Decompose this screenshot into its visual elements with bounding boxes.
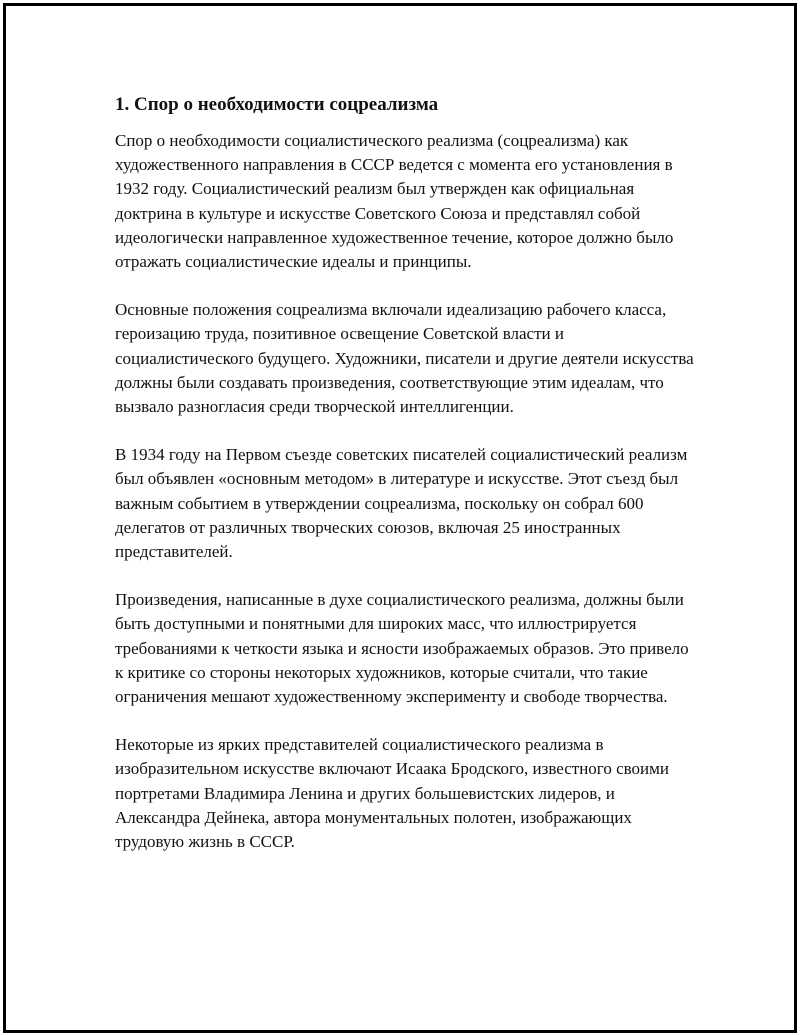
paragraph-5: Некоторые из ярких представителей социалистического реализма в изобразительном искусстве включают Исаака Бродского, известного своими портретами Владимира Ленина и других большевистских лидеров, и Александра Дейнека, автора монументальных полотен, изображающих трудовую жизнь в СССР. xyxy=(115,735,670,852)
paragraph-1: Спор о необходимости социалистического реализма (соцреализма) как художественного направления в СССР ведется с момента его установления в 1932 году. Социалистический реализм был утвержден как официальная доктрина в культуре и искусстве Советского Союза и представлял собой идеологически направленное художественное течение, которое должно было отражать социалистические идеалы и принципы. xyxy=(115,131,674,272)
section-heading: 1. Спор о необходимости соцреализма xyxy=(115,94,439,115)
document-body xyxy=(115,93,695,878)
paragraph-3: В 1934 году на Первом съезде советских писателей социалистический реализм был объявлен «основным методом» в литературе и искусстве. Этот съезд был важным событием в утверждении соцреализма, поскольку он собрал 600 делегатов от различных творческих союзов, включая 25 иностранных представителей. xyxy=(115,445,688,562)
paragraph-2: Основные положения соцреализма включали идеализацию рабочего класса, героизацию труда, позитивное освещение Советской власти и социалистического будущего. Художники, писатели и другие деятели искусства должны были создавать произведения, соответствующие этим идеалам, что вызвало разногласия среди творческой интеллигенции. xyxy=(115,300,694,417)
paragraph-4: Произведения, написанные в духе социалистического реализма, должны были быть доступными и понятными для широких масс, что иллюстрируется требованиями к четкости языка и ясности изображаемых образов. Это привело к критике со стороны некоторых художников, которые считали, что такие ограничения мешают художественному эксперименту и свободе творчества. xyxy=(115,590,689,707)
